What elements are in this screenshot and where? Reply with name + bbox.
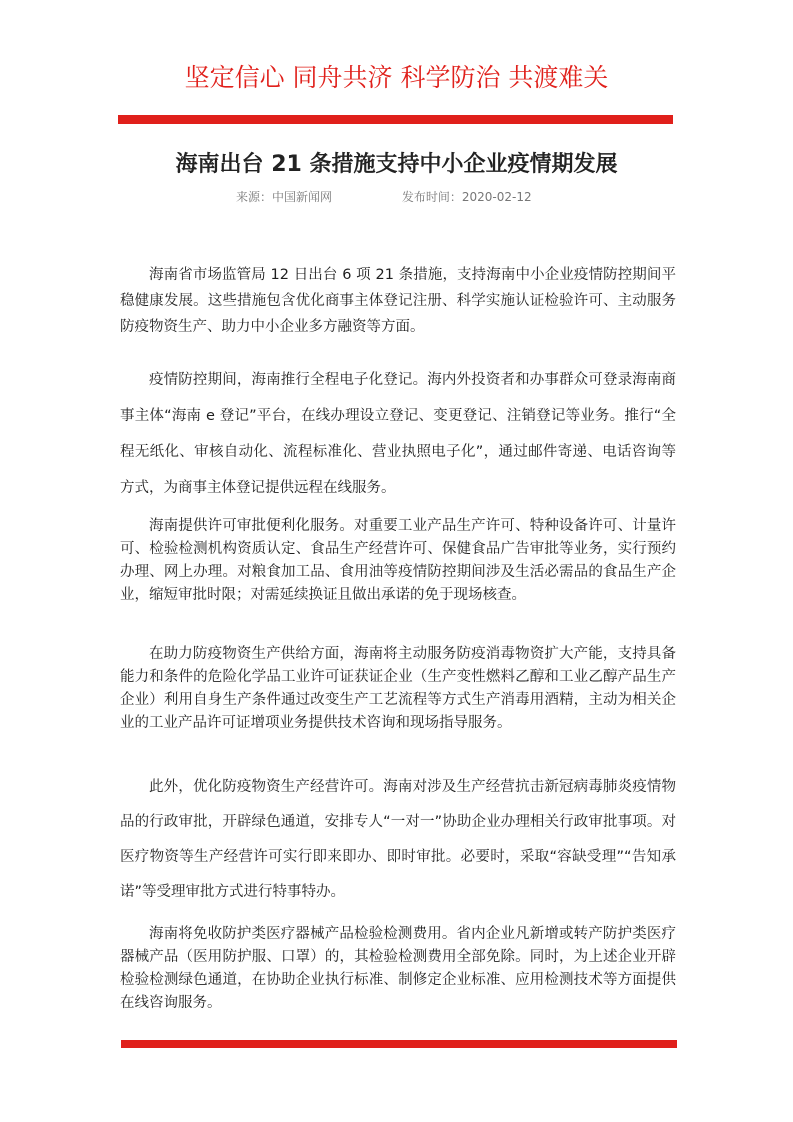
- date-label: 发布时间：: [401, 190, 462, 204]
- paragraph: 海南省市场监管局 12 日出台 6 项 21 条措施，支持海南中小企业疫情防控期间平稳健康发展。这些措施包含优化商事主体登记注册、科学实施认证检验许可、主动服务防疫物资生产、助力中小企业多方融资等方面。: [120, 267, 676, 335]
- source-value: 中国新闻网: [272, 190, 333, 204]
- bottom-red-rule: [121, 1040, 677, 1048]
- paragraph: 在助力防疫物资生产供给方面，海南将主动服务防疫消毒物资扩大产能，支持具备能力和条件的危险化学品工业许可证获证企业（生产变性燃料乙醇和工业乙醇产品生产企业）利用自身生产条件通过改变生产工艺流程等方式生产消毒用酒精，主动为相关企业的工业产品许可证增项业务提供技术咨询和现场指导服务。: [120, 646, 676, 731]
- paragraph: 海南将免收防护类医疗器械产品检验检测费用。省内企业凡新增或转产防护类医疗器械产品（医用防护服、口罩）的，其检验检测费用全部免除。同时，为上述企业开辟检验检测绿色通道，在协助企业执行标准、制修定企业标准、应用检测技术等方面提供在线咨询服务。: [120, 926, 676, 1011]
- paragraph: 此外，优化防疫物资生产经营许可。海南对涉及生产经营抗击新冠病毒肺炎疫情物品的行政审批，开辟绿色通道，安排专人“一对一”协助企业办理相关行政审批事项。对医疗物资等生产经营许可实行即来即办、即时审批。必要时，采取“容缺受理”“告知承诺”等受理审批方式进行特事特办。: [120, 779, 676, 900]
- slogan-banner: 坚定信心 同舟共济 科学防治 共渡难关: [184, 63, 609, 92]
- date-block: [402, 190, 532, 204]
- top-red-rule: [118, 115, 673, 124]
- source-label: 来源：: [236, 190, 273, 204]
- paragraph: 疫情防控期间，海南推行全程电子化登记。海内外投资者和办事群众可登录海南商事主体“海南 e 登记”平台，在线办理设立登记、变更登记、注销登记等业务。推行“全程无纸化、审核自动化、流程标准化、营业执照电子化”，通过邮件寄递、电话咨询等方式，为商事主体登记提供远程在线服务。: [120, 372, 676, 496]
- article-title: 海南出台 21 条措施支持中小企业疫情期发展: [175, 152, 618, 177]
- article-meta: [236, 189, 532, 205]
- date-value: 2020-02-12: [461, 190, 532, 204]
- paragraph: 海南提供许可审批便利化服务。对重要工业产品生产许可、特种设备许可、计量许可、检验检测机构资质认定、食品生产经营许可、保健食品广告审批等业务，实行预约办理、网上办理。对粮食加工品、食用油等疫情防控期间涉及生活必需品的食品生产企业，缩短审批时限；对需延续换证且做出承诺的免于现场核查。: [120, 518, 676, 603]
